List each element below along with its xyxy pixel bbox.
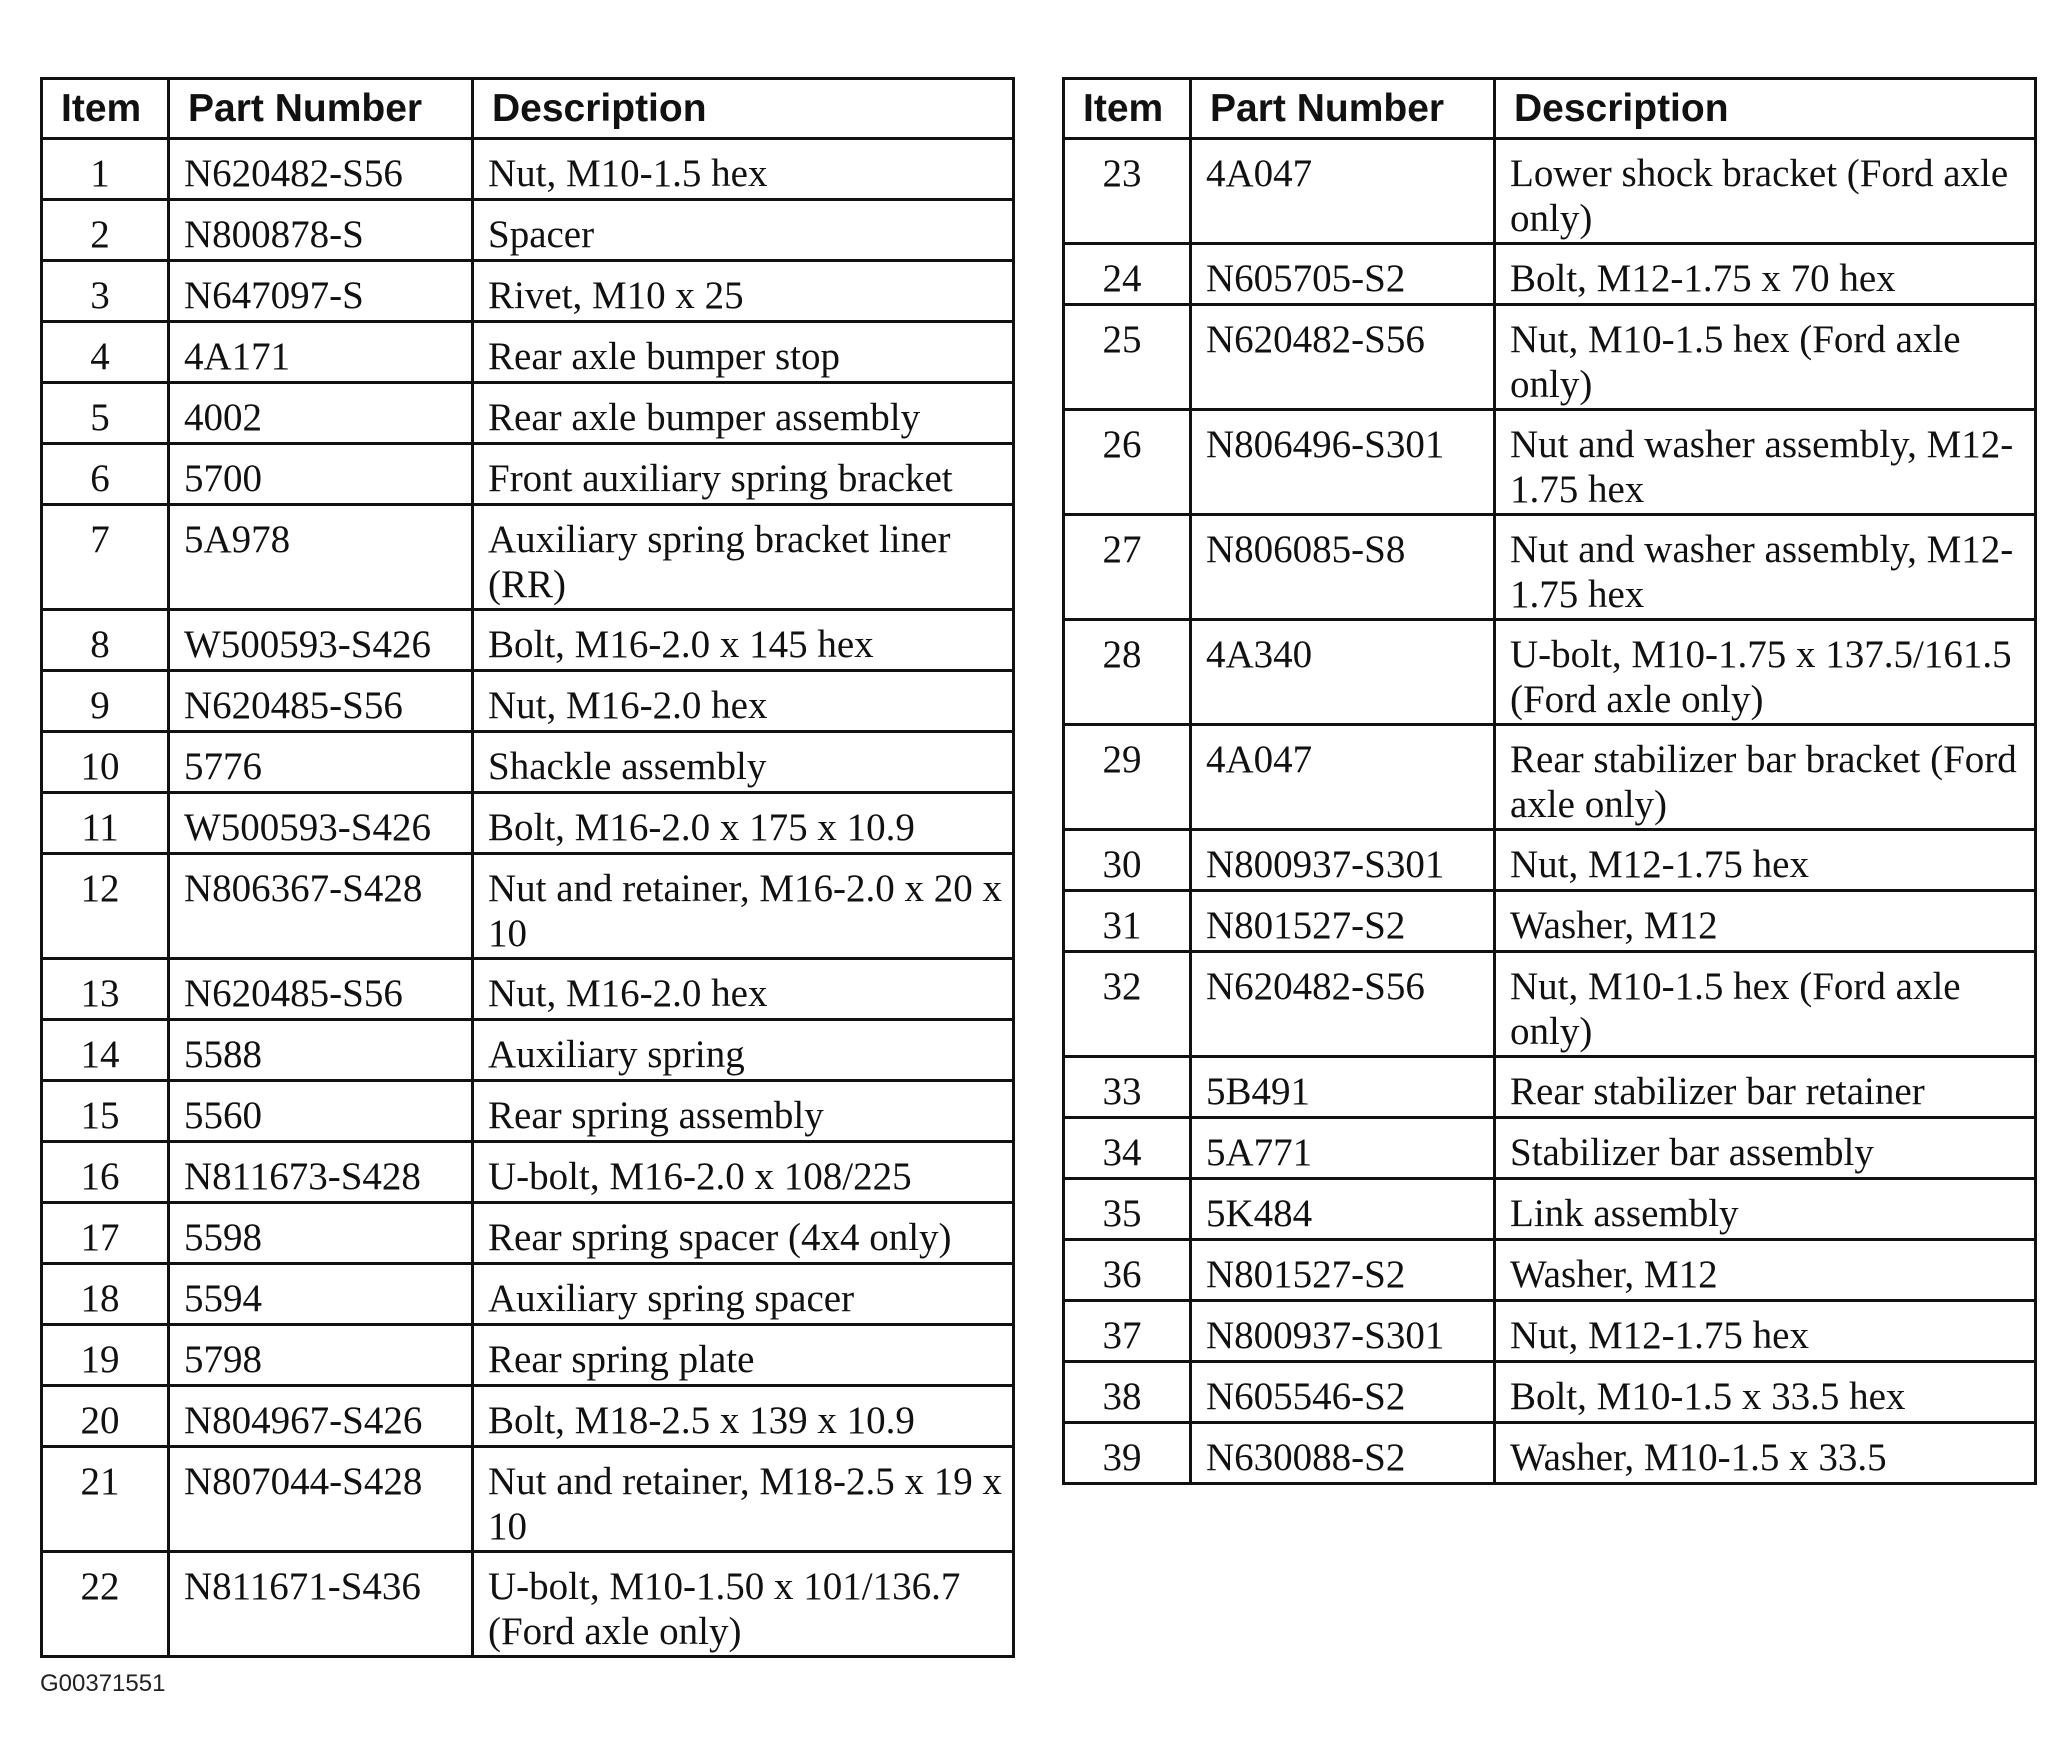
part-description: Nut, M16-2.0 hex — [473, 671, 1014, 732]
part-number: 5598 — [169, 1203, 473, 1264]
column-header-description: Description — [1495, 79, 2036, 139]
table-row — [1064, 305, 2036, 410]
part-number: N811673-S428 — [169, 1142, 473, 1203]
part-number: N800937-S301 — [1191, 830, 1495, 891]
part-description: Nut and washer assembly, M12-1.75 hex — [1495, 515, 2036, 620]
table-row — [42, 1325, 1014, 1386]
part-number: N806367-S428 — [169, 854, 473, 959]
item-number: 31 — [1064, 891, 1191, 952]
part-description: Washer, M10-1.5 x 33.5 — [1495, 1423, 2036, 1484]
part-description: Nut, M16-2.0 hex — [473, 959, 1014, 1020]
parts-table-left — [40, 77, 1015, 1658]
part-number: N647097-S — [169, 261, 473, 322]
item-number: 24 — [1064, 244, 1191, 305]
part-number: 5560 — [169, 1081, 473, 1142]
item-number: 22 — [42, 1552, 169, 1657]
part-number: N806496-S301 — [1191, 410, 1495, 515]
part-description: U-bolt, M16-2.0 x 108/225 — [473, 1142, 1014, 1203]
table-row — [42, 261, 1014, 322]
part-description: Nut and retainer, M18-2.5 x 19 x 10 — [473, 1447, 1014, 1552]
part-number: 5A978 — [169, 505, 473, 610]
part-number: N620482-S56 — [169, 139, 473, 200]
part-number: N630088-S2 — [1191, 1423, 1495, 1484]
item-number: 30 — [1064, 830, 1191, 891]
part-number: N800878-S — [169, 200, 473, 261]
item-number: 26 — [1064, 410, 1191, 515]
column-header-description: Description — [473, 79, 1014, 139]
parts-table-right — [1062, 77, 2037, 1485]
table-row — [42, 1264, 1014, 1325]
part-description: Bolt, M16-2.0 x 175 x 10.9 — [473, 793, 1014, 854]
part-number: 5A771 — [1191, 1118, 1495, 1179]
item-number: 13 — [42, 959, 169, 1020]
part-description: Bolt, M18-2.5 x 139 x 10.9 — [473, 1386, 1014, 1447]
part-description: Nut, M12-1.75 hex — [1495, 830, 2036, 891]
part-description: Auxiliary spring — [473, 1020, 1014, 1081]
table-row — [1064, 139, 2036, 244]
part-number: 5B491 — [1191, 1057, 1495, 1118]
item-number: 7 — [42, 505, 169, 610]
item-number: 29 — [1064, 725, 1191, 830]
part-description: Rear spring spacer (4x4 only) — [473, 1203, 1014, 1264]
part-number: N804967-S426 — [169, 1386, 473, 1447]
item-number: 14 — [42, 1020, 169, 1081]
part-number: N620482-S56 — [1191, 305, 1495, 410]
table-row — [42, 793, 1014, 854]
item-number: 37 — [1064, 1301, 1191, 1362]
part-number: N806085-S8 — [1191, 515, 1495, 620]
part-description: Bolt, M10-1.5 x 33.5 hex — [1495, 1362, 2036, 1423]
table-row — [1064, 830, 2036, 891]
item-number: 8 — [42, 610, 169, 671]
table-row — [1064, 1362, 2036, 1423]
table-row — [42, 383, 1014, 444]
table-row — [42, 1203, 1014, 1264]
table-row — [42, 1552, 1014, 1657]
column-header-item: Item — [1064, 79, 1191, 139]
column-header-part-number: Part Number — [1191, 79, 1495, 139]
column-header-item: Item — [42, 79, 169, 139]
table-row — [1064, 620, 2036, 725]
part-description: Auxiliary spring spacer — [473, 1264, 1014, 1325]
part-number: 5798 — [169, 1325, 473, 1386]
part-number: 4A047 — [1191, 139, 1495, 244]
part-description: Nut, M10-1.5 hex (Ford axle only) — [1495, 952, 2036, 1057]
item-number: 32 — [1064, 952, 1191, 1057]
part-description: Stabilizer bar assembly — [1495, 1118, 2036, 1179]
item-number: 35 — [1064, 1179, 1191, 1240]
item-number: 17 — [42, 1203, 169, 1264]
table-row — [42, 444, 1014, 505]
part-number: N605546-S2 — [1191, 1362, 1495, 1423]
part-description: Rivet, M10 x 25 — [473, 261, 1014, 322]
table-row — [42, 139, 1014, 200]
table-row — [1064, 1423, 2036, 1484]
table-row — [1064, 1179, 2036, 1240]
item-number: 1 — [42, 139, 169, 200]
item-number: 10 — [42, 732, 169, 793]
table-row — [42, 200, 1014, 261]
item-number: 39 — [1064, 1423, 1191, 1484]
table-row — [1064, 952, 2036, 1057]
part-number: N811671-S436 — [169, 1552, 473, 1657]
table-row — [42, 854, 1014, 959]
part-description: U-bolt, M10-1.50 x 101/136.7 (Ford axle only) — [473, 1552, 1014, 1657]
table-row — [1064, 515, 2036, 620]
item-number: 27 — [1064, 515, 1191, 620]
part-number: 5588 — [169, 1020, 473, 1081]
part-number: 5K484 — [1191, 1179, 1495, 1240]
part-description: Nut and retainer, M16-2.0 x 20 x 10 — [473, 854, 1014, 959]
part-description: Rear axle bumper stop — [473, 322, 1014, 383]
part-description: Rear stabilizer bar retainer — [1495, 1057, 2036, 1118]
part-number: N605705-S2 — [1191, 244, 1495, 305]
part-number: N800937-S301 — [1191, 1301, 1495, 1362]
item-number: 2 — [42, 200, 169, 261]
header-row — [1064, 79, 2036, 139]
table-row — [42, 1142, 1014, 1203]
part-number: N620482-S56 — [1191, 952, 1495, 1057]
part-description: Shackle assembly — [473, 732, 1014, 793]
part-number: W500593-S426 — [169, 793, 473, 854]
item-number: 21 — [42, 1447, 169, 1552]
item-number: 9 — [42, 671, 169, 732]
part-number: 4A171 — [169, 322, 473, 383]
table-row — [42, 1386, 1014, 1447]
table-row — [1064, 891, 2036, 952]
item-number: 23 — [1064, 139, 1191, 244]
part-number: N801527-S2 — [1191, 1240, 1495, 1301]
item-number: 33 — [1064, 1057, 1191, 1118]
part-number: N807044-S428 — [169, 1447, 473, 1552]
part-description: Washer, M12 — [1495, 1240, 2036, 1301]
part-description: Lower shock bracket (Ford axle only) — [1495, 139, 2036, 244]
part-number: 4A047 — [1191, 725, 1495, 830]
part-description: Front auxiliary spring bracket — [473, 444, 1014, 505]
column-header-part-number: Part Number — [169, 79, 473, 139]
part-description: Spacer — [473, 200, 1014, 261]
part-description: Rear spring plate — [473, 1325, 1014, 1386]
part-description: Link assembly — [1495, 1179, 2036, 1240]
item-number: 5 — [42, 383, 169, 444]
item-number: 11 — [42, 793, 169, 854]
part-number: 5776 — [169, 732, 473, 793]
item-number: 38 — [1064, 1362, 1191, 1423]
table-row — [42, 610, 1014, 671]
part-description: Rear stabilizer bar bracket (Ford axle only) — [1495, 725, 2036, 830]
item-number: 4 — [42, 322, 169, 383]
item-number: 25 — [1064, 305, 1191, 410]
part-number: 4A340 — [1191, 620, 1495, 725]
item-number: 20 — [42, 1386, 169, 1447]
part-description: Nut and washer assembly, M12-1.75 hex — [1495, 410, 2036, 515]
item-number: 3 — [42, 261, 169, 322]
part-description: Rear spring assembly — [473, 1081, 1014, 1142]
table-row — [42, 1447, 1014, 1552]
table-row — [42, 322, 1014, 383]
part-number: 5700 — [169, 444, 473, 505]
part-description: Auxiliary spring bracket liner (RR) — [473, 505, 1014, 610]
part-number: N801527-S2 — [1191, 891, 1495, 952]
part-description: Bolt, M16-2.0 x 145 hex — [473, 610, 1014, 671]
part-description: U-bolt, M10-1.75 x 137.5/161.5 (Ford axle only) — [1495, 620, 2036, 725]
item-number: 12 — [42, 854, 169, 959]
item-number: 36 — [1064, 1240, 1191, 1301]
table-row — [42, 732, 1014, 793]
part-description: Rear axle bumper assembly — [473, 383, 1014, 444]
part-number: 4002 — [169, 383, 473, 444]
item-number: 19 — [42, 1325, 169, 1386]
header-row — [42, 79, 1014, 139]
part-number: W500593-S426 — [169, 610, 473, 671]
part-description: Bolt, M12-1.75 x 70 hex — [1495, 244, 2036, 305]
table-row — [42, 959, 1014, 1020]
item-number: 34 — [1064, 1118, 1191, 1179]
part-number: 5594 — [169, 1264, 473, 1325]
item-number: 16 — [42, 1142, 169, 1203]
part-description: Washer, M12 — [1495, 891, 2036, 952]
part-description: Nut, M12-1.75 hex — [1495, 1301, 2036, 1362]
table-row — [1064, 1118, 2036, 1179]
table-row — [42, 671, 1014, 732]
table-row — [42, 1020, 1014, 1081]
part-number: N620485-S56 — [169, 959, 473, 1020]
table-row — [1064, 1057, 2036, 1118]
table-row — [1064, 725, 2036, 830]
part-description: Nut, M10-1.5 hex — [473, 139, 1014, 200]
figure-code: G00371551 — [40, 1670, 166, 1697]
part-description: Nut, M10-1.5 hex (Ford axle only) — [1495, 305, 2036, 410]
table-row — [1064, 1240, 2036, 1301]
part-number: N620485-S56 — [169, 671, 473, 732]
item-number: 15 — [42, 1081, 169, 1142]
table-row — [42, 1081, 1014, 1142]
item-number: 28 — [1064, 620, 1191, 725]
table-row — [1064, 244, 2036, 305]
item-number: 6 — [42, 444, 169, 505]
table-row — [1064, 1301, 2036, 1362]
item-number: 18 — [42, 1264, 169, 1325]
table-row — [42, 505, 1014, 610]
table-row — [1064, 410, 2036, 515]
